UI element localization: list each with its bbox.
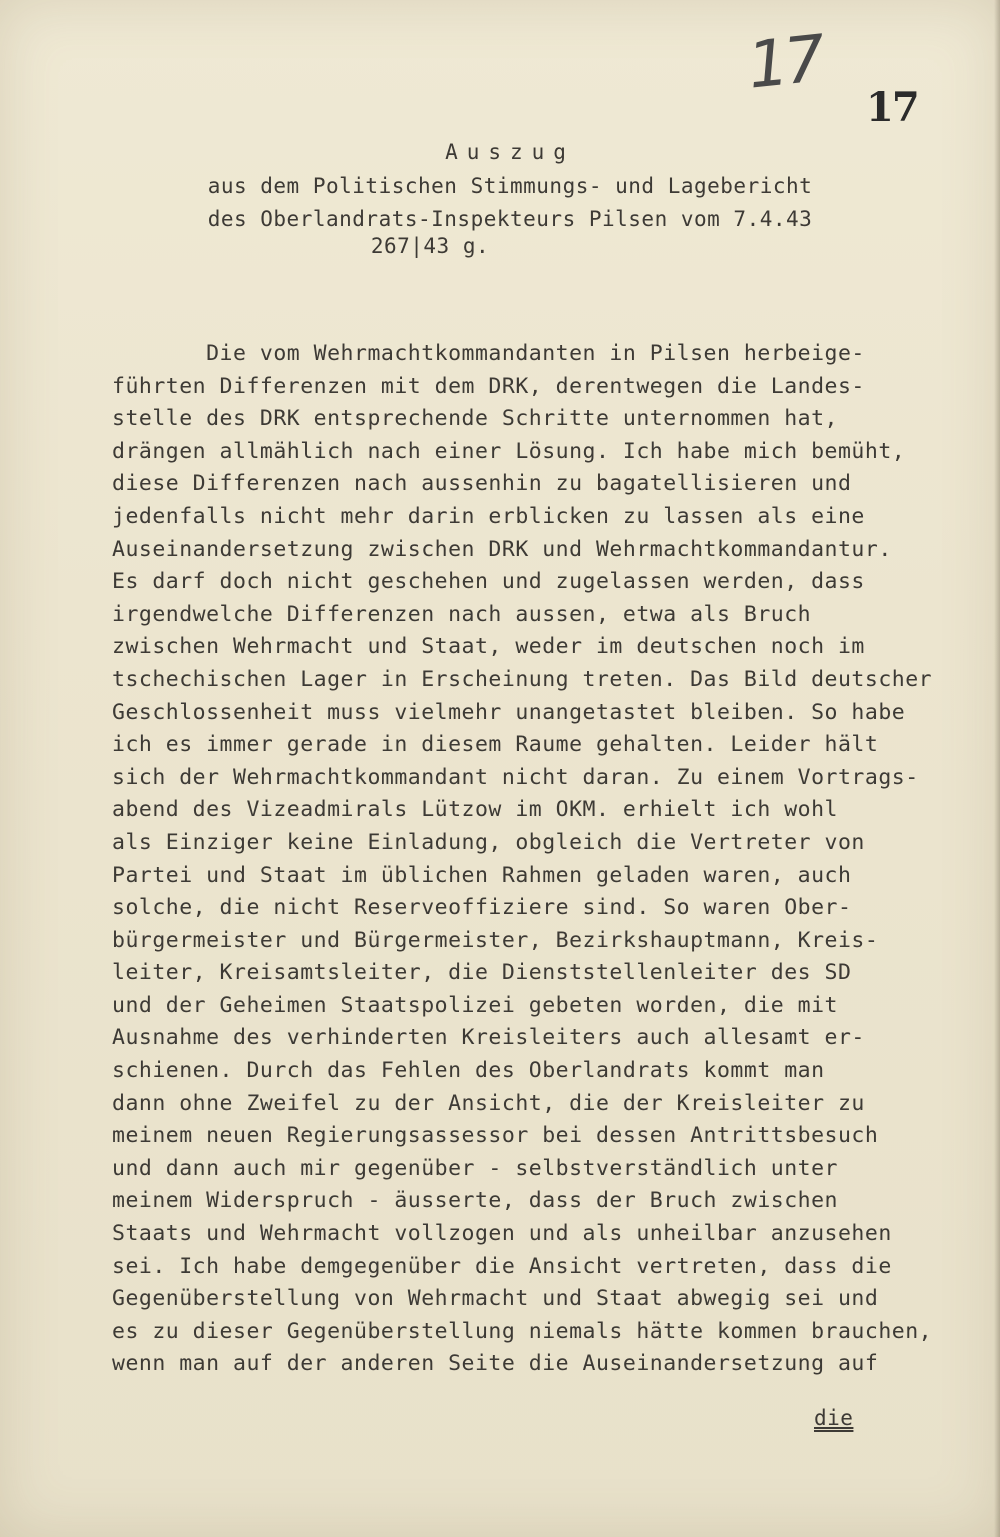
body-line: tschechischen Lager in Erscheinung treten. Das Bild deutscher <box>112 666 933 692</box>
heading-reference-number: 267|43 g. <box>370 234 490 258</box>
body-line: meinem Widerspruch - äusserte, dass der Bruch zwischen <box>112 1188 838 1214</box>
body-line: und der Geheimen Staatspolizei gebeten worden, die mit <box>112 992 838 1018</box>
body-line: abend des Vizeadmirals Lützow im OKM. erhielt ich wohl <box>112 797 838 823</box>
body-line: Die vom Wehrmachtkommandanten in Pilsen herbeige- <box>112 341 865 366</box>
body-line: wenn man auf der anderen Seite die Auseinandersetzung auf <box>112 1351 879 1377</box>
body-line: Partei und Staat im üblichen Rahmen geladen waren, auch <box>112 862 852 888</box>
catchword: die <box>814 1406 854 1430</box>
body-line: und dann auch mir gegenüber - selbstverständlich unter <box>112 1155 838 1181</box>
page-edge-shadow <box>994 0 1000 1537</box>
body-line: schienen. Durch das Fehlen des Oberlandrats kommt man <box>112 1058 825 1084</box>
pencil-folio-number: 17 <box>744 22 826 104</box>
body-line: diese Differenzen nach aussenhin zu bagatellisieren und <box>112 471 852 497</box>
body-line: zwischen Wehrmacht und Staat, weder im deutschen noch im <box>112 634 865 660</box>
body-line: drängen allmählich nach einer Lösung. Ich habe mich bemüht, <box>112 438 906 464</box>
body-line: Staats und Wehrmacht vollzogen und als unheilbar anzusehen <box>112 1221 892 1247</box>
body-line: solche, die nicht Reserveoffiziere sind. So waren Ober- <box>112 895 852 921</box>
document-title: Auszug <box>445 140 575 164</box>
body-line: Geschlossenheit muss vielmehr unangetastet bleiben. So habe <box>112 699 906 725</box>
body-line: Es darf doch nicht geschehen und zugelassen werden, dass <box>112 569 865 595</box>
body-line: es zu dieser Gegenüberstellung niemals hätte kommen brauchen, <box>112 1318 933 1344</box>
body-line: jedenfalls nicht mehr darin erblicken zu lassen als eine <box>112 503 865 529</box>
body-line: als Einziger keine Einladung, obgleich die Vertreter von <box>112 829 865 855</box>
heading-line-2: des Oberlandrats-Inspekteurs Pilsen vom 7.4.43 <box>207 207 813 231</box>
body-line: Gegenüberstellung von Wehrmacht und Staat abwegig sei und <box>112 1286 879 1312</box>
body-line: ich es immer gerade in diesem Raume gehalten. Leider hält <box>112 732 879 758</box>
body-line: leiter, Kreisamtsleiter, die Dienststellenleiter des SD <box>112 960 852 986</box>
stamped-folio-number: 17 <box>866 84 918 131</box>
body-line: irgendwelche Differenzen nach aussen, etwa als Bruch <box>112 601 812 627</box>
body-line: dann ohne Zweifel zu der Ansicht, die der Kreisleiter zu <box>112 1090 865 1116</box>
body-line: bürgermeister und Bürgermeister, Bezirkshauptmann, Kreis- <box>112 927 879 953</box>
body-line: führten Differenzen mit dem DRK, derentwegen die Landes- <box>112 373 865 399</box>
body-line: stelle des DRK entsprechende Schritte unternommen hat, <box>112 406 838 432</box>
heading-line-1: aus dem Politischen Stimmungs- und Lagebericht <box>207 174 813 198</box>
body-line: sei. Ich habe demgegenüber die Ansicht vertreten, dass die <box>112 1253 892 1279</box>
body-line: Auseinandersetzung zwischen DRK und Wehrmachtkommandantur. <box>112 536 892 562</box>
body-line: meinem neuen Regierungsassessor bei dessen Antrittsbesuch <box>112 1123 879 1149</box>
body-line: Ausnahme des verhinderten Kreisleiters auch allesamt er- <box>112 1025 865 1051</box>
body-text <box>112 338 952 1381</box>
body-line: sich der Wehrmachtkommandant nicht daran. Zu einem Vortrags- <box>112 764 919 790</box>
